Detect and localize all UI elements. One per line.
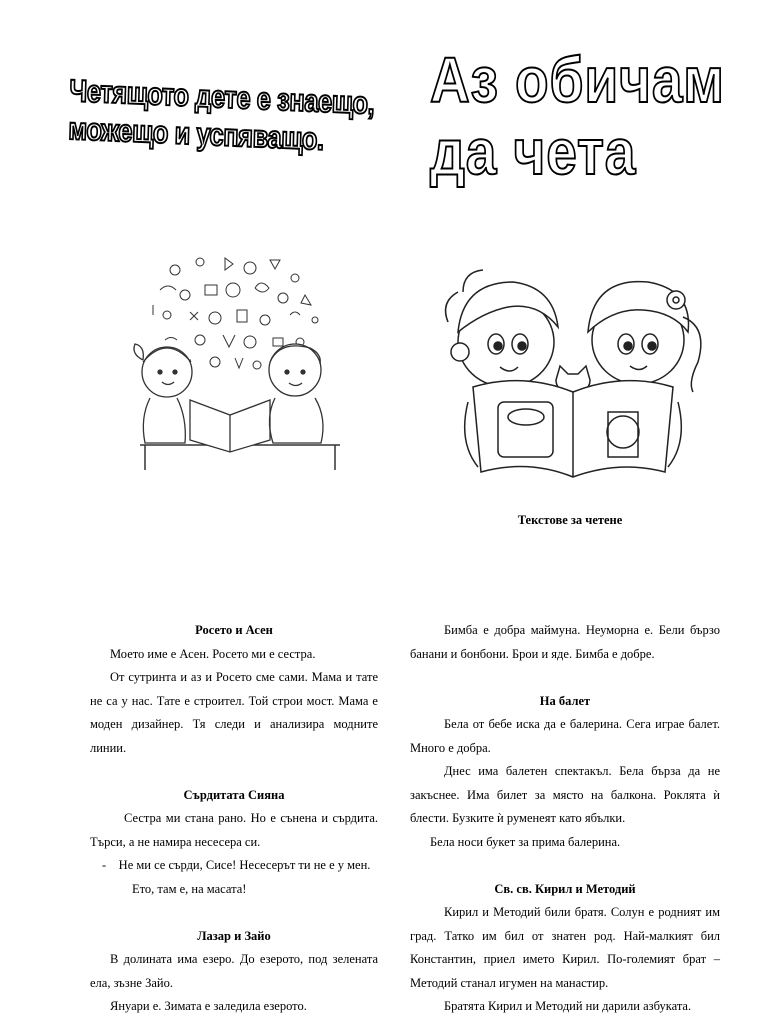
- boy-figure: [269, 344, 323, 443]
- story-title-sardita-siyana: Сърдитата Сияна: [183, 787, 285, 802]
- story-paragraph: Моето име е Асен. Росето ми е сестра.: [110, 646, 316, 661]
- story-title-lazar-zayo: Лазар и Зайо: [197, 928, 271, 943]
- story-paragraph: Сестра ми стана рано. Но е сънена и сърдита. Търси, а не намира несесера си.: [90, 811, 378, 849]
- story-paragraph: Бимба е добра маймуна. Неуморна е. Бели бързо банани и бонбони. Брои и яде. Бимба е добре.: [410, 623, 720, 661]
- girl-figure: [134, 344, 192, 443]
- page-title-line-1: Аз обичам: [430, 44, 725, 116]
- page-title: [430, 44, 725, 188]
- story-dialogue-line: Ето, там е, на масата!: [132, 881, 247, 896]
- page-title-line-2: да чета: [430, 116, 637, 188]
- story-paragraph: Бела от бебе иска да е балерина. Сега играе балет. Много е добра.: [410, 717, 720, 755]
- story-paragraph: Кирил и Методий били братя. Солун е родният им град. Татко им бил от знатен род. Най-малкият бил Константин, приел името Кирил. По-големият брат – Методий станал игумен на манастир.: [410, 905, 720, 990]
- slogan-heading: [67, 72, 375, 159]
- story-paragraph: От сутринта и аз и Росето сме сами. Мама и тате не са у нас. Тате е строител. Той строи мост. Мама е моден дизайнер. Тя следи и анализира модните линии.: [90, 670, 378, 755]
- story-paragraph: Бела носи букет за прима балерина.: [430, 834, 621, 849]
- story-dialogue-line: - Не ми се сърди, Сисе! Несесерът ти не е у мен.: [102, 858, 371, 872]
- story-paragraph: Братята Кирил и Методий ни дарили азбуката.: [444, 999, 692, 1013]
- girl-reader-figure: [588, 282, 701, 392]
- boy-reader-figure: [446, 270, 558, 387]
- story-paragraph: Януари е. Зимата е заледила езерото.: [110, 999, 307, 1013]
- kids-reading-illustration: [428, 262, 718, 482]
- story-paragraph: В долината има езеро. До езерото, под зелената ела, зъзне Зайо.: [90, 952, 378, 990]
- slogan-line-2: можещо и успяващо.: [67, 110, 325, 157]
- story-title-kiril-metodiy: Св. св. Кирил и Методий: [494, 881, 636, 896]
- story-title-roseto-asen: Росето и Асен: [195, 623, 273, 637]
- kids-magic-book-illustration: [105, 250, 345, 475]
- story-paragraph: Днес има балетен спектакъл. Бела бърза да не закъснее. Има билет за място на балкона. Роклята ѝ блести. Бузките ѝ руменеят като ябълки.: [410, 764, 720, 825]
- left-text-column: [90, 619, 378, 1019]
- story-dialogue-text: Не ми се сърди, Сисе! Несесерът ти не е у мен.: [118, 858, 371, 872]
- section-caption: Текстове за четене: [517, 513, 623, 527]
- open-book-icon: [473, 381, 673, 477]
- slogan-line-1: Четящото дете е знаещо,: [68, 72, 375, 121]
- story-title-na-balet: На балет: [539, 693, 591, 708]
- right-text-column: [410, 619, 720, 1019]
